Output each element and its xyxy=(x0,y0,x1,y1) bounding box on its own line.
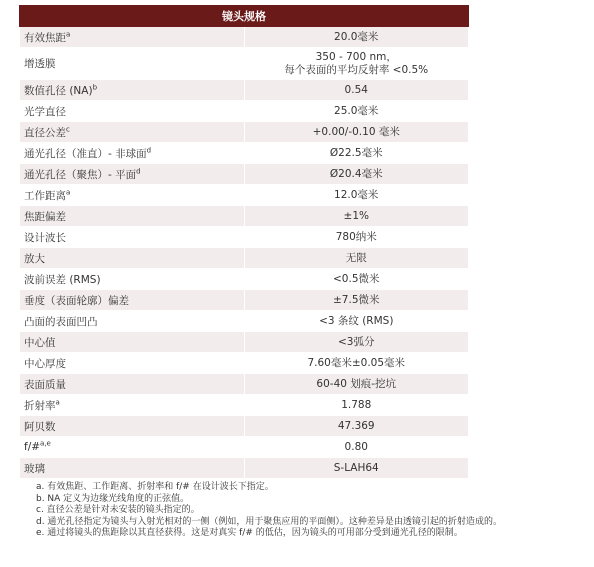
spec-label-cell xyxy=(20,27,245,48)
table-row xyxy=(20,332,469,353)
table-row xyxy=(20,437,469,458)
footnotes xyxy=(36,482,588,540)
footnote-item: b. NA 定义为边缘光线角度的正弦值。 xyxy=(36,493,190,504)
spec-value-cell xyxy=(244,311,469,332)
spec-label-cell xyxy=(20,48,245,80)
spec-label-cell xyxy=(20,80,245,101)
spec-value: Ø22.5毫米 xyxy=(329,146,383,159)
table-row xyxy=(20,395,469,416)
table-row xyxy=(20,290,469,311)
spec-value-cell xyxy=(244,27,469,48)
footnote-marker: d xyxy=(146,146,152,154)
footnote-marker: d xyxy=(136,167,141,175)
spec-value-cell xyxy=(244,227,469,248)
spec-label: 波前误差 (RMS) xyxy=(24,273,101,286)
table-row xyxy=(20,248,469,269)
spec-value-cell xyxy=(244,332,469,353)
spec-value: 25.0毫米 xyxy=(334,104,379,117)
spec-value: 0.80 xyxy=(344,440,368,453)
spec-value-line2: 每个表面的平均反射率 <0.5% xyxy=(284,63,429,76)
spec-value-cell xyxy=(244,269,469,290)
spec-label-cell xyxy=(20,332,245,353)
spec-label: 直径公差 xyxy=(24,126,66,139)
spec-label-cell xyxy=(20,206,245,227)
spec-label: 通光孔径（准直）- 非球面 xyxy=(24,147,147,160)
spec-value-cell xyxy=(244,290,469,311)
spec-label: 有效焦距 xyxy=(24,31,66,44)
footnote-marker: b xyxy=(92,83,98,91)
spec-label-cell xyxy=(20,374,245,395)
spec-value: 60-40 划痕-挖坑 xyxy=(316,377,397,390)
spec-value: 780纳米 xyxy=(335,230,377,243)
spec-value-cell xyxy=(244,164,469,185)
spec-value: 7.60毫米±0.05毫米 xyxy=(307,356,406,369)
table-title: 镜头规格 xyxy=(20,6,469,27)
spec-value: Ø20.4毫米 xyxy=(329,167,383,180)
spec-label: 光学直径 xyxy=(24,105,66,118)
spec-value: +0.00/-0.10 毫米 xyxy=(312,125,400,138)
spec-value-cell xyxy=(244,416,469,437)
table-row xyxy=(20,48,469,80)
table-row xyxy=(20,164,469,185)
spec-label: 设计波长 xyxy=(24,231,66,244)
spec-label: 增透膜 xyxy=(24,58,56,70)
spec-label: 放大 xyxy=(24,252,45,265)
footnote-marker: a xyxy=(66,188,71,196)
spec-label-cell xyxy=(20,227,245,248)
spec-value: 无限 xyxy=(345,251,367,264)
spec-value-cell xyxy=(244,458,469,479)
spec-value: <3 条纹 (RMS) xyxy=(319,314,394,327)
spec-label-cell xyxy=(20,248,245,269)
spec-value-cell xyxy=(244,437,469,458)
spec-label-cell xyxy=(20,353,245,374)
table-row xyxy=(20,185,469,206)
spec-value: <3弧分 xyxy=(338,335,375,348)
spec-value-cell xyxy=(244,206,469,227)
spec-value-cell xyxy=(244,101,469,122)
spec-label-cell xyxy=(20,311,245,332)
spec-label: 凸面的表面凹凸 xyxy=(24,315,98,328)
table-row xyxy=(20,143,469,164)
spec-value: 350 - 700 nm， xyxy=(315,50,397,63)
spec-label-cell xyxy=(20,437,245,458)
table-row xyxy=(20,353,469,374)
spec-label-cell xyxy=(20,416,245,437)
spec-label-cell xyxy=(20,290,245,311)
spec-value: 12.0毫米 xyxy=(334,188,379,201)
spec-label: 玻璃 xyxy=(24,462,45,475)
table-row xyxy=(20,227,469,248)
table-row xyxy=(20,416,469,437)
spec-label: 垂度（表面轮廓）偏差 xyxy=(24,294,129,307)
spec-label: f/# xyxy=(24,441,41,453)
table-row xyxy=(20,101,469,122)
spec-value-cell xyxy=(244,185,469,206)
spec-value-cell xyxy=(244,48,469,80)
spec-value: 0.54 xyxy=(344,83,368,96)
spec-label: 中心厚度 xyxy=(24,357,66,370)
spec-value: 47.369 xyxy=(337,419,375,432)
table-row xyxy=(20,206,469,227)
footnote-item: e. 通过将镜头的焦距除以其直径获得。这是对真实 f/# 的低估，因为镜头的可用部分受到通光孔径的限制。 xyxy=(36,528,463,538)
spec-label-cell xyxy=(20,185,245,206)
footnote-marker: a xyxy=(66,30,71,38)
spec-value-cell xyxy=(244,395,469,416)
spec-value-cell xyxy=(244,143,469,164)
table-row xyxy=(20,27,469,48)
spec-label-cell xyxy=(20,458,245,479)
spec-label: 表面质量 xyxy=(24,378,66,391)
spec-label: 中心值 xyxy=(24,336,56,349)
spec-label: 阿贝数 xyxy=(24,420,56,433)
table-header-row xyxy=(20,6,469,27)
spec-value: ±7.5微米 xyxy=(333,293,380,306)
footnote-marker: c xyxy=(66,125,70,133)
spec-value-cell xyxy=(244,248,469,269)
table-row xyxy=(20,122,469,143)
spec-value: <0.5微米 xyxy=(333,272,380,285)
table-body xyxy=(20,27,469,479)
table-row xyxy=(20,269,469,290)
footnote-item: d. 通光孔径指定为镜头与入射光相对的一侧（例如，用于聚焦应用的平面侧）。这种差异是由透镜引起的折射造成的。 xyxy=(36,516,502,527)
table-row xyxy=(20,374,469,395)
spec-value: S-LAH64 xyxy=(333,461,379,474)
spec-value-cell xyxy=(244,80,469,101)
spec-value-cell xyxy=(244,122,469,143)
table-row xyxy=(20,311,469,332)
spec-label: 数值孔径 (NA) xyxy=(24,84,93,97)
spec-value-cell xyxy=(244,353,469,374)
lens-spec-table xyxy=(19,5,469,479)
table-row xyxy=(20,80,469,101)
spec-label-cell xyxy=(20,122,245,143)
spec-label: 折射率 xyxy=(24,399,56,412)
spec-label: 通光孔径（聚焦）- 平面 xyxy=(24,168,137,181)
spec-label-cell xyxy=(20,101,245,122)
footnote-item: a. 有效焦距、工作距离、折射率和 f/# 在设计波长下指定。 xyxy=(36,482,274,492)
spec-value: 20.0毫米 xyxy=(334,30,379,43)
spec-label-cell xyxy=(20,164,245,185)
spec-label-cell xyxy=(20,395,245,416)
spec-label-cell xyxy=(20,143,245,164)
footnote-item: c. 直径公差是针对未安装的镜头指定的。 xyxy=(36,505,200,515)
spec-value: 1.788 xyxy=(341,398,372,411)
spec-label: 工作距离 xyxy=(24,189,66,202)
spec-value-cell xyxy=(244,374,469,395)
spec-label-cell xyxy=(20,269,245,290)
spec-label: 焦距偏差 xyxy=(24,210,66,223)
footnote-marker: a xyxy=(55,398,60,406)
footnote-marker: a,e xyxy=(40,439,51,448)
spec-value: ±1% xyxy=(343,209,369,222)
table-row xyxy=(20,458,469,479)
